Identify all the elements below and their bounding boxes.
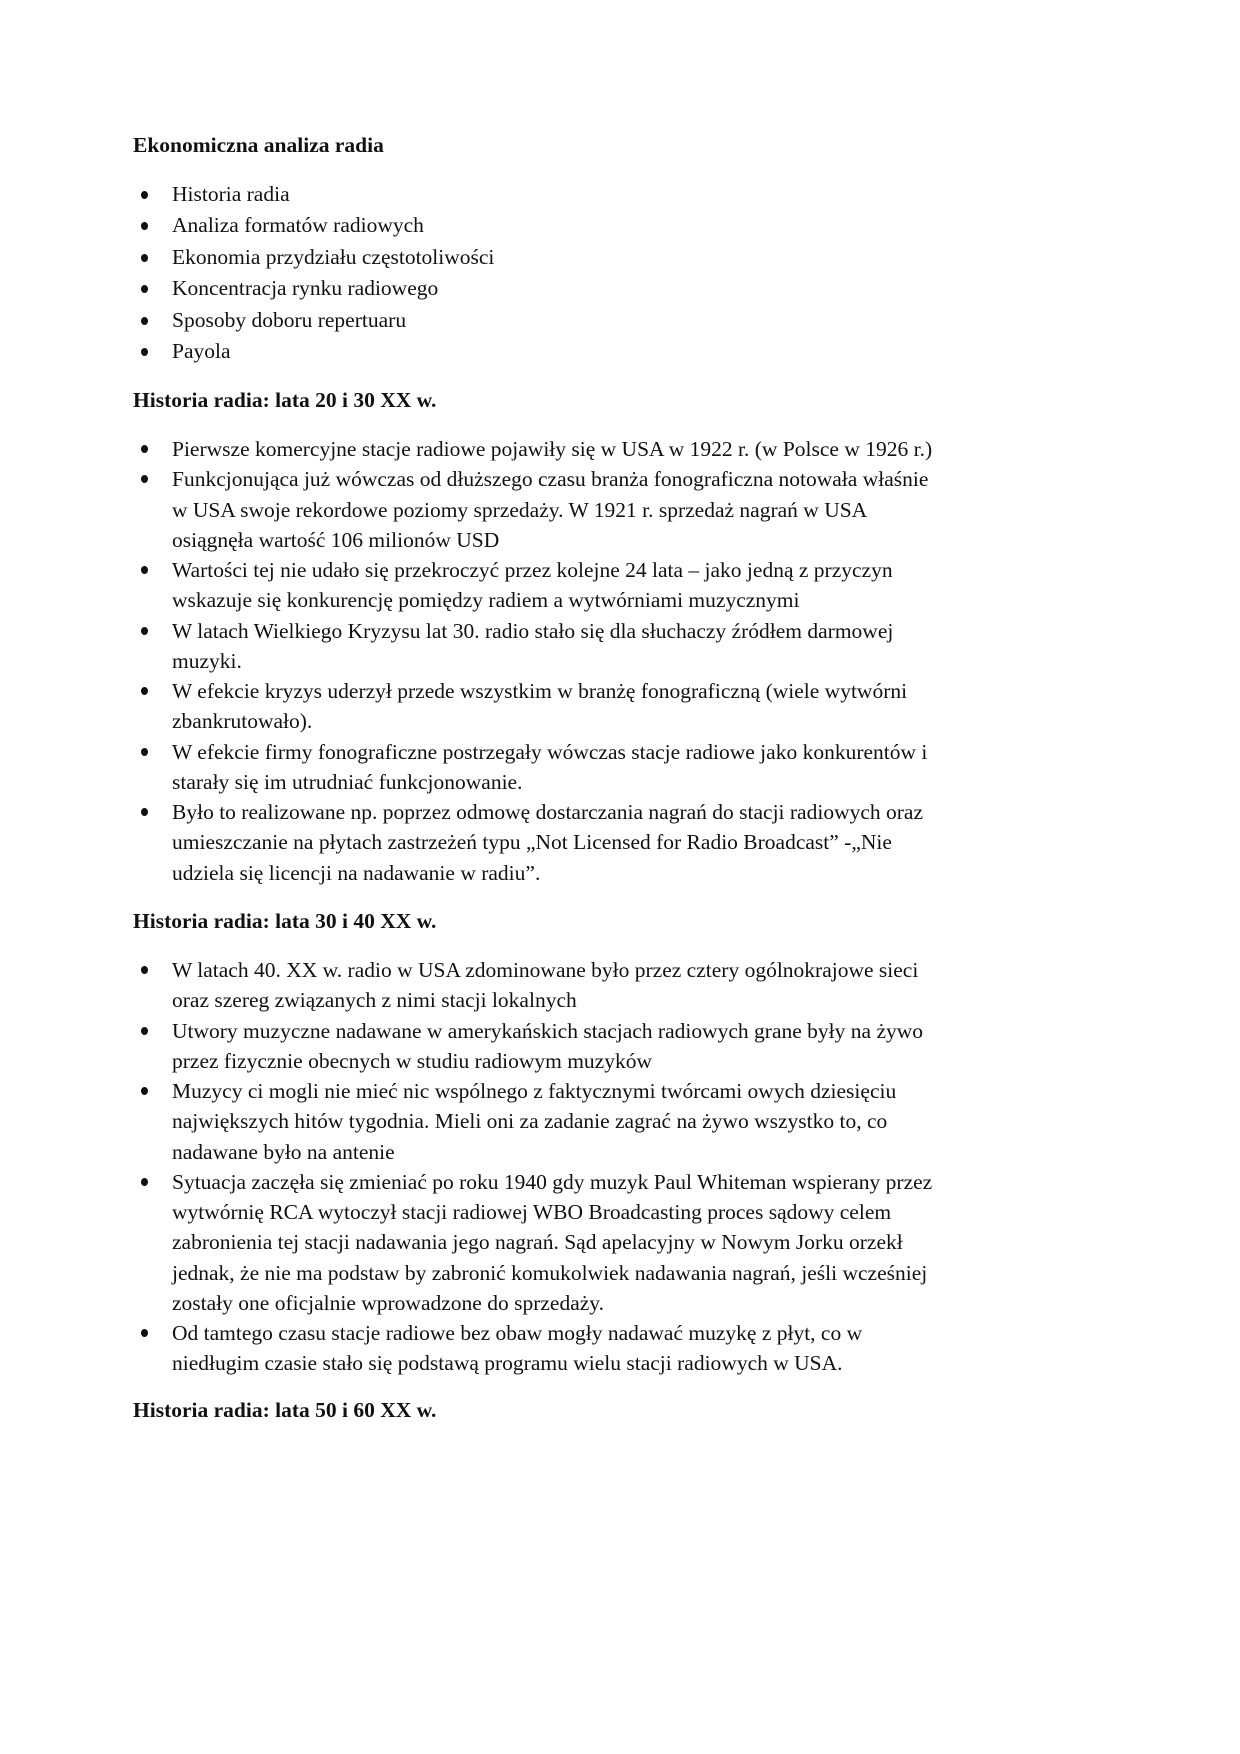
list-item (133, 676, 1113, 737)
list-item (133, 797, 1113, 888)
list-item (133, 955, 1113, 1016)
list-item-line: Sytuacja zaczęła się zmieniać po roku 1940 gdy muzyk Paul Whiteman wspierany przez (172, 1169, 933, 1194)
list-item-line: umieszczanie na płytach zastrzeżeń typu „Not Licensed for Radio Broadcast” -„Nie (172, 830, 892, 855)
section-heading-2: Historia radia: lata 30 i 40 XX w. (133, 909, 437, 933)
list-item-line: Payola (172, 339, 231, 364)
list-item-line: zostały one oficjalnie wprowadzone do sprzedaży. (172, 1290, 605, 1315)
list-item (133, 464, 1113, 555)
list-item-line: zabronienia tej stacji nadawania jego nagrań. Sąd apelacyjny w Nowym Jorku orzekł (172, 1230, 903, 1255)
list-item (133, 555, 1113, 616)
list-item-line: muzyki. (172, 648, 242, 673)
list-item (133, 1167, 1113, 1318)
list-item-line: nadawane było na antenie (172, 1139, 395, 1164)
list-item-line: W latach 40. XX w. radio w USA zdominowane było przez cztery ogólnokrajowe sieci (172, 958, 919, 982)
list-item (133, 179, 1113, 210)
list-item-line: zbankrutowało). (172, 709, 313, 734)
list-item-line: W efekcie kryzys uderzył przede wszystkim w branżę fonograficzną (wiele wytwórni (172, 679, 908, 703)
section-heading-3: Historia radia: lata 50 i 60 XX w. (133, 1398, 437, 1422)
section-1-list (133, 434, 1113, 888)
list-item (133, 1016, 1113, 1077)
list-item-line: Ekonomia przydziału częstotoliwości (172, 244, 495, 269)
outline-list (133, 179, 1113, 367)
list-item-line: niedługim czasie stało się podstawą programu wielu stacji radiowych w USA. (172, 1351, 843, 1376)
list-item-line: Funkcjonująca już wówczas od dłuższego czasu branża fonograficzna notowała właśnie (172, 467, 929, 492)
list-item-line: jednak, że nie ma podstaw by zabronić komukolwiek nadawania nagrań, jeśli wcześniej (172, 1260, 928, 1285)
list-item (133, 1076, 1113, 1167)
section-2-list (133, 955, 1113, 1379)
list-item-line: W efekcie firmy fonograficzne postrzegały wówczas stacje radiowe jako konkurentów i (172, 739, 928, 764)
list-item-line: Utwory muzyczne nadawane w amerykańskich stacjach radiowych grane były na żywo (172, 1018, 924, 1043)
list-item (133, 273, 1113, 304)
list-item-line: starały się im utrudniać funkcjonowanie. (172, 769, 523, 794)
list-item-line: Sposoby doboru repertuaru (172, 307, 407, 332)
list-item-line: przez fizycznie obecnych w studiu radiowym muzyków (172, 1048, 653, 1073)
list-item (133, 737, 1113, 798)
list-item (133, 210, 1113, 241)
list-item-line: Analiza formatów radiowych (172, 213, 424, 238)
list-item-line: Historia radia (172, 182, 290, 206)
list-item-line: osiągnęła wartość 106 milionów USD (172, 527, 500, 552)
section-heading-1: Historia radia: lata 20 i 30 XX w. (133, 388, 437, 412)
list-item-line: Muzycy ci mogli nie mieć nic wspólnego z faktycznymi twórcami owych dziesięciu (172, 1079, 897, 1103)
list-item-line: wytwórnię RCA wytoczył stacji radiowej WBO Broadcasting proces sądowy celem (172, 1200, 892, 1224)
list-item-line: Pierwsze komercyjne stacje radiowe pojawiły się w USA w 1922 r. (w Polsce w 1926 r.) (172, 437, 933, 461)
list-item-line: W latach Wielkiego Kryzysu lat 30. radio stało się dla słuchaczy źródłem darmowej (172, 618, 894, 643)
list-item (133, 242, 1113, 273)
list-item (133, 1318, 1113, 1379)
list-item-line: Wartości tej nie udało się przekroczyć przez kolejne 24 lata – jako jedną z przyczyn (172, 558, 893, 582)
list-item-line: wskazuje się konkurencję pomiędzy radiem a wytwórniami muzycznymi (172, 588, 800, 613)
list-item-line: największych hitów tygodnia. Mieli oni za zadanie zagrać na żywo wszystko to, co (172, 1109, 888, 1134)
document-title: Ekonomiczna analiza radia (133, 133, 384, 157)
list-item-line: Koncentracja rynku radiowego (172, 276, 439, 301)
list-item (133, 434, 1113, 464)
list-item-line: w USA swoje rekordowe poziomy sprzedaży. W 1921 r. sprzedaż nagrań w USA (172, 497, 868, 522)
list-item-line: udziela się licencji na nadawanie w radiu”. (172, 860, 541, 885)
list-item-line: Było to realizowane np. poprzez odmowę dostarczania nagrań do stacji radiowych oraz (172, 800, 924, 824)
list-item (133, 616, 1113, 677)
list-item-line: Od tamtego czasu stacje radiowe bez obaw mogły nadawać muzykę z płyt, co w (172, 1321, 863, 1345)
list-item-line: oraz szereg związanych z nimi stacji lokalnych (172, 988, 577, 1013)
list-item (133, 305, 1113, 336)
list-item (133, 336, 1113, 367)
